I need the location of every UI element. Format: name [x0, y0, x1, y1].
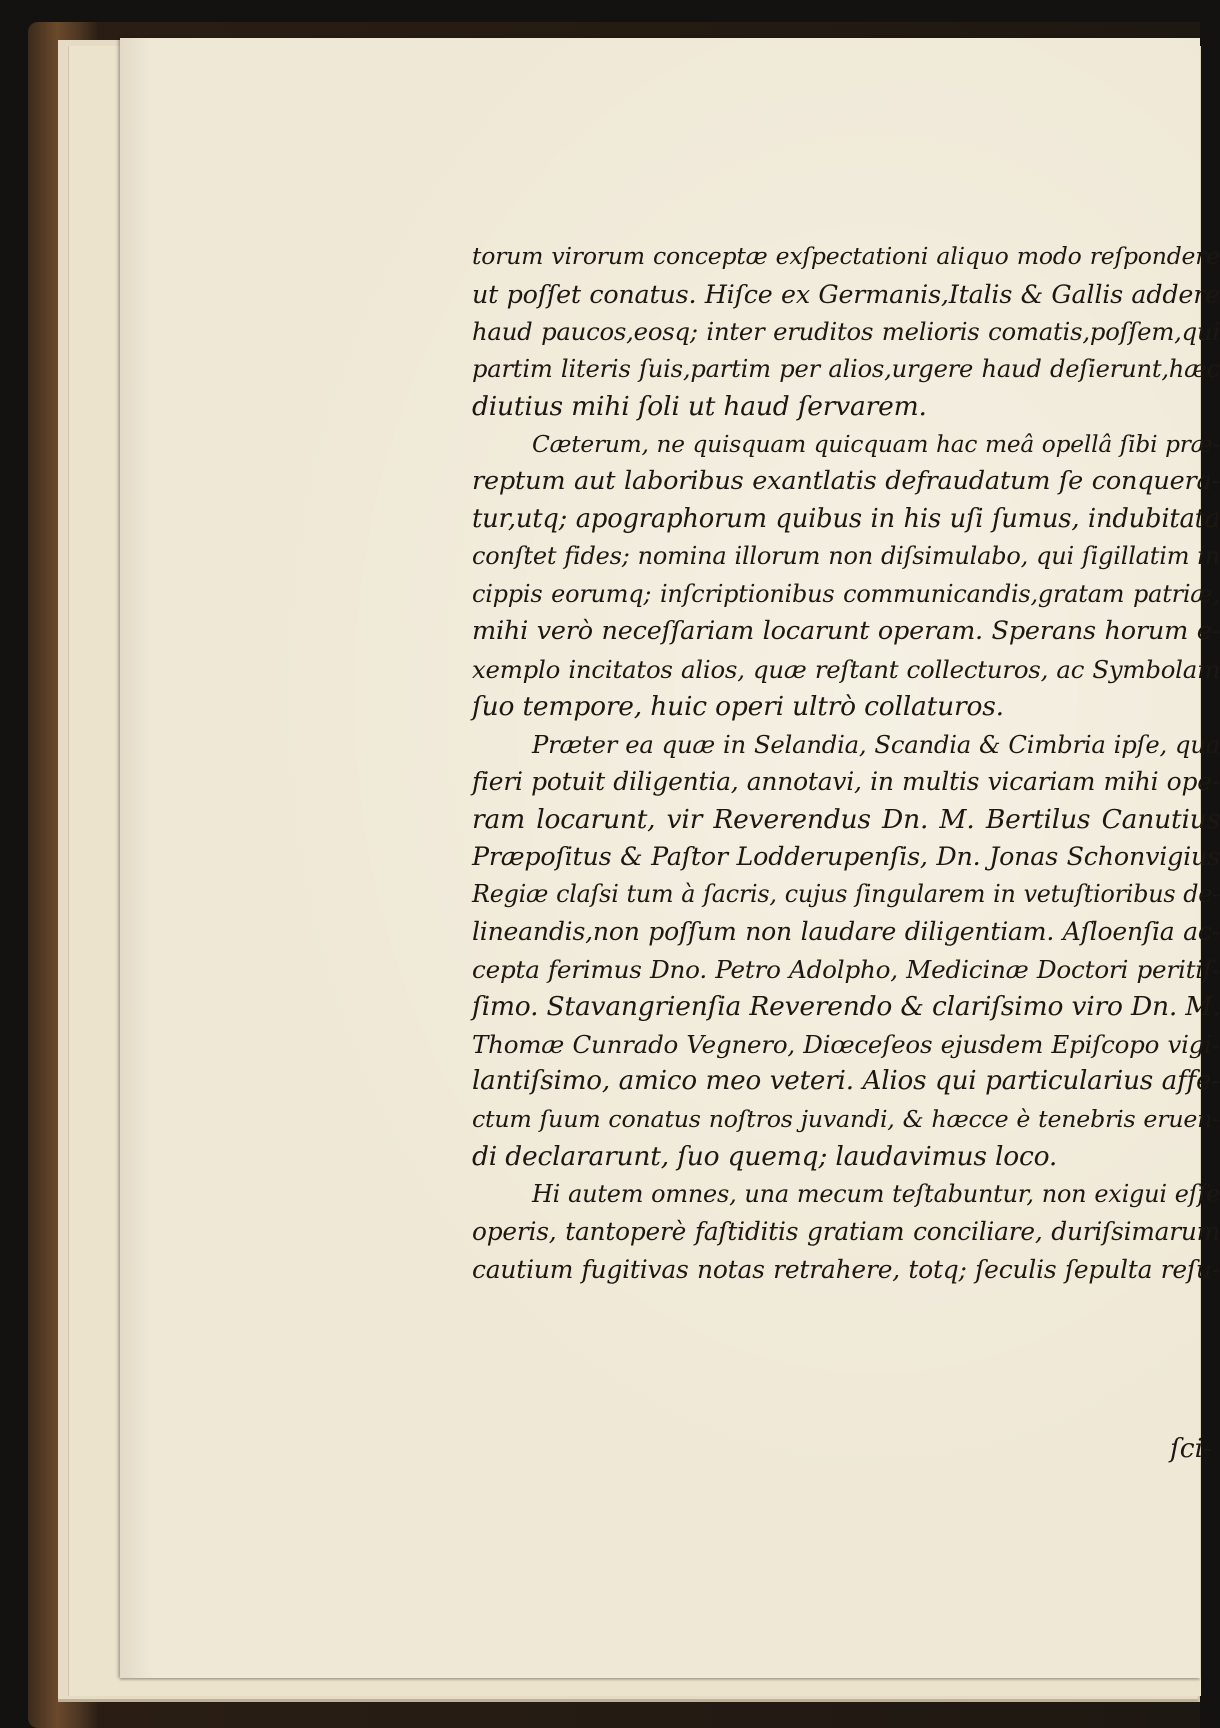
text-line: ctum ſuum conatus noſtros juvandi, & hæcce è tenebris eruen-	[472, 1104, 1220, 1133]
body-text	[472, 238, 1220, 1288]
page	[120, 38, 1220, 1678]
text-line: operis, tantoperè faſtiditis gratiam conciliare, duriſsimarum	[472, 1217, 1220, 1246]
paragraph	[472, 1176, 1220, 1289]
text-line: cippis eorumq; inſcriptionibus communicandis,gratam patriæ,	[472, 579, 1220, 608]
text-line: reptum aut laboribus exantlatis defraudatum ſe conquera-	[472, 466, 1220, 496]
text-line: ſimo. Stavangrienſia Reverendo & clariſsimo viro Dn. M.	[472, 991, 1220, 1022]
text-line: ſuo tempore, huic operi ultrò collaturos.	[472, 691, 1004, 722]
text-line: mihi verò neceſſariam locarunt operam. Sperans horum e-	[472, 616, 1220, 646]
text-line: di declararunt, ſuo quemq; laudavimus loco.	[472, 1141, 1058, 1172]
catchword: ſci-	[1170, 1433, 1213, 1464]
paragraph	[472, 426, 1220, 726]
text-line: Hi autem omnes, una mecum teſtabuntur, non exigui eſſe	[532, 1179, 1220, 1208]
text-line: lantiſsimo, amico meo veteri. Alios qui particularius affe-	[472, 1066, 1220, 1096]
text-line: partim literis ſuis,partim per alios,urgere haud deſierunt,hæc	[472, 354, 1220, 383]
text-line: lineandis,non poſſum non laudare diligentiam. Aſloenſia ac-	[472, 917, 1220, 946]
text-line: conſtet fides; nomina illorum non diſsimulabo, qui ſigillatim in	[472, 542, 1220, 570]
text-line: Regiæ claſsi tum à ſacris, cujus ſingularem in vetuſtioribus de-	[472, 879, 1220, 908]
paragraph	[472, 726, 1220, 1176]
text-line: diutius mihi ſoli ut haud ſervarem.	[472, 391, 927, 422]
text-line: Thomæ Cunrado Vegnero, Diœceſeos ejusdem Epiſcopo vigi-	[472, 1029, 1220, 1059]
text-line: ut poſſet conatus. Hiſce ex Germanis,Italis & Gallis addere	[472, 278, 1220, 309]
text-line: Præter ea quæ in Selandia, Scandia & Cimbria ipſe, qua	[532, 729, 1220, 759]
text-line: Cæterum, ne quisquam quicquam hac meâ opellâ ſibi præ-	[532, 430, 1220, 458]
paragraph	[472, 238, 1220, 426]
text-line: torum virorum conceptæ exſpectationi aliquo modo reſpondere	[472, 242, 1220, 270]
text-line: ram locarunt, vir Reverendus Dn. M. Bertilus Canutius	[472, 803, 1220, 835]
text-line: cepta ferimus Dno. Petro Adolpho, Medicinæ Doctori peritiſ-	[472, 954, 1220, 984]
text-line: xemplo incitatos alios, quæ reſtant collecturos, ac Symbolam	[472, 654, 1220, 684]
text-line: tur,utq; apographorum quibus in his uſi ſumus, indubitata	[472, 503, 1220, 534]
text-line: Præpoſitus & Paſtor Lodderupenſis, Dn. Jonas Schonvigius	[472, 841, 1220, 871]
text-line: haud paucos,eosq; inter eruditos melioris comatis,poſſem,qui	[472, 317, 1220, 346]
text-line: cautium fugitivas notas retrahere, totq; ſeculis ſepulta reſu-	[472, 1254, 1220, 1284]
text-line: fieri potuit diligentia, annotavi, in multis vicariam mihi ope-	[472, 767, 1220, 796]
